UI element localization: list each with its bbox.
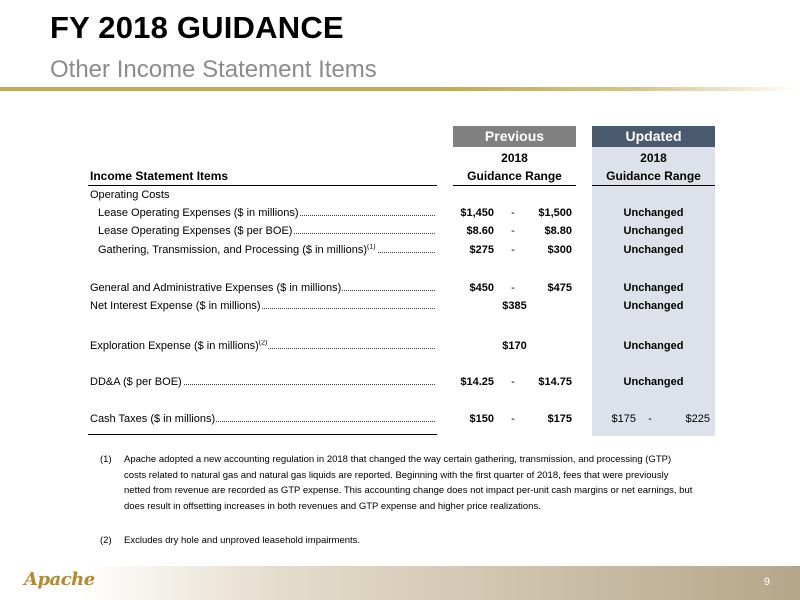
range-dash: - [511, 282, 515, 294]
previous-high: $300 [547, 244, 572, 256]
updated-value: Unchanged [623, 376, 684, 388]
table-row [0, 376, 800, 394]
apache-logo: Apache [24, 569, 95, 590]
updated-value: Unchanged [623, 282, 684, 294]
footer-bar [0, 566, 800, 600]
previous-low: $14.25 [460, 376, 494, 388]
updated-high: $225 [685, 413, 710, 425]
updated-value: Unchanged [623, 244, 684, 256]
updated-low: $175 [611, 413, 636, 425]
table-row [0, 413, 800, 431]
row-label: Lease Operating Expenses ($ in millions) [98, 207, 435, 219]
table-row [0, 225, 800, 243]
footnote-mark: (1) [100, 454, 112, 465]
previous-value: $385 [502, 300, 527, 312]
row-label: Operating Costs [90, 189, 170, 201]
table-row [0, 282, 800, 300]
range-dash: - [511, 225, 515, 237]
previous-high: $8.80 [544, 225, 572, 237]
table-row [0, 207, 800, 225]
row-label: Gathering, Transmission, and Processing ($ in millions)$^{(1)}$ [98, 244, 435, 256]
previous-low: $275 [469, 244, 494, 256]
previous-low: $8.60 [466, 225, 494, 237]
previous-year: 2018 [501, 151, 528, 165]
header-underline [592, 185, 715, 186]
previous-column-header: Previous [453, 126, 576, 147]
footnote-ref: (1) [367, 244, 376, 251]
table-row [0, 300, 800, 318]
previous-low: $1,450 [460, 207, 494, 219]
previous-range-label: Guidance Range [467, 169, 562, 183]
previous-low: $150 [469, 413, 494, 425]
previous-high: $175 [547, 413, 572, 425]
previous-low: $450 [469, 282, 494, 294]
previous-high: $475 [547, 282, 572, 294]
header-underline [88, 185, 437, 186]
row-label: Exploration Expense ($ in millions)$^{(2)}$ [90, 340, 435, 352]
header-underline [453, 185, 576, 186]
row-label: Lease Operating Expenses ($ per BOE) [98, 225, 435, 237]
page-number: 9 [763, 576, 770, 588]
row-label: DD&A ($ per BOE) [90, 376, 435, 388]
updated-value: Unchanged [623, 300, 684, 312]
footnote-text: Excludes dry hole and unproved leasehold impairments. [124, 535, 361, 546]
range-dash: - [511, 376, 515, 388]
updated-value: Unchanged [623, 207, 684, 219]
page-title: FY 2018 GUIDANCE [50, 10, 344, 45]
table-bottom-rule [88, 434, 437, 435]
previous-high: $14.75 [538, 376, 572, 388]
range-dash: - [511, 207, 515, 219]
table-row [0, 244, 800, 262]
footnote-ref: (2) [258, 340, 268, 347]
footnote-mark: (2) [100, 535, 112, 546]
updated-value: Unchanged [623, 225, 684, 237]
row-label: Cash Taxes ($ in millions) [90, 413, 435, 425]
updated-year: 2018 [640, 151, 667, 165]
updated-column-header: Updated [592, 126, 715, 147]
updated-range-label: Guidance Range [606, 169, 701, 183]
footnote-text: Apache adopted a new accounting regulation in 2018 that changed the way certain gathering, transmission, and processing (GTP) costs related to natural gas and natural gas liquids are reported. Beginning with the first quarter of 2018, fees that were previously netted from revenue are recorded as GTP expense. This accounting change does not impact per-unit cash margins or net earnings, but does result in offsetting increases in both revenues and GTP expense and higher price realizations. [124, 454, 693, 512]
previous-high: $1,500 [538, 207, 572, 219]
row-label: Net Interest Expense ($ in millions) [90, 300, 435, 312]
items-column-header: Income Statement Items [90, 169, 229, 183]
page-subtitle: Other Income Statement Items [50, 56, 377, 83]
table-row [0, 340, 800, 358]
previous-value: $170 [502, 340, 527, 352]
row-label: General and Administrative Expenses ($ in millions) [90, 282, 435, 294]
updated-value: Unchanged [623, 340, 684, 352]
range-dash: - [511, 244, 515, 256]
range-dash: - [648, 413, 652, 425]
range-dash: - [511, 413, 515, 425]
table-row [0, 189, 800, 207]
